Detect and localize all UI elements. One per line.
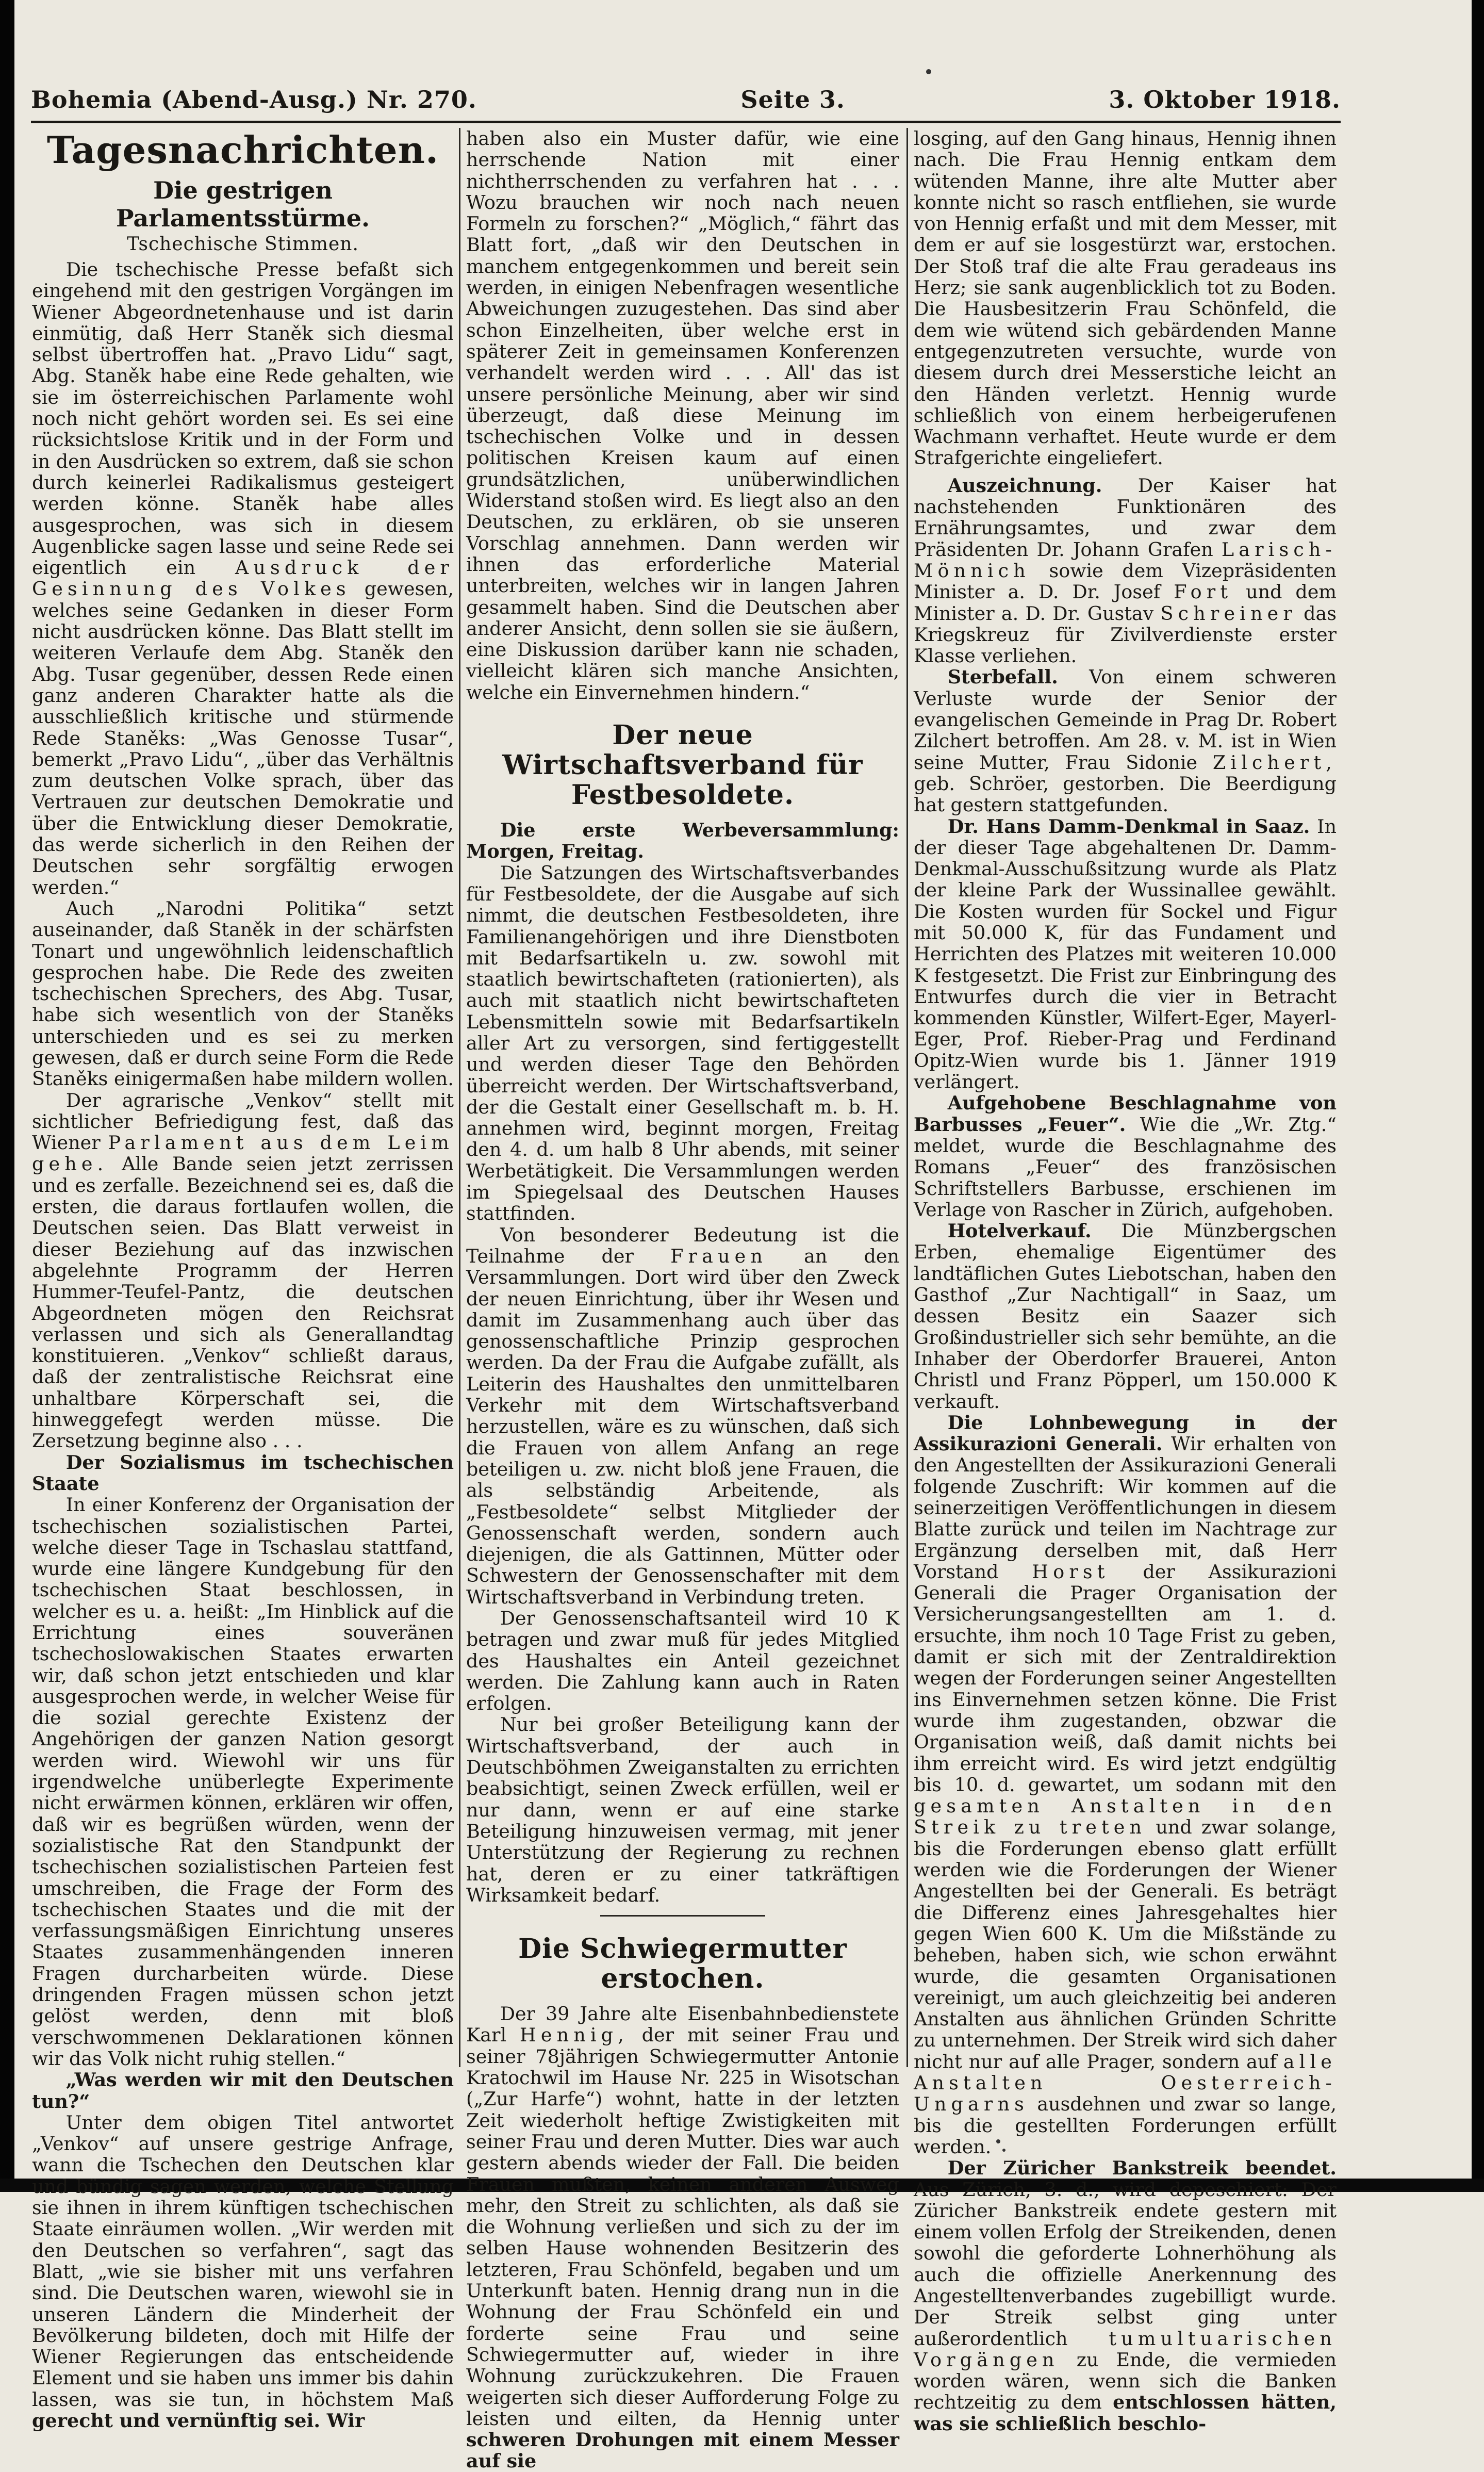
scan-border-right: [1472, 0, 1484, 2192]
news-item: Aufgehobene Beschlagnahme von Barbusses „Feuer“. Wie die „Wr. Ztg.“ meldet, wurde die Beschlagnahme des Romans „Feuer“ des französischen Schriftstellers Barbusse, erschienen im Verlage von Rascher in Zürich, aufgehoben.: [914, 1092, 1337, 1221]
print-speck: [926, 69, 931, 74]
news-item: Dr. Hans Damm-Denkmal in Saaz. In der dieser Tage abgehaltenen Dr. Damm-Denkmal-Ausschußsitzung wurde als Platz der kleine Park der Wussinallee gewählt. Die Kosten wurden für Sockel und Figur mit 50.000 K, für das Fundament und Herrichten des Platzes mit weiteren 10.000 K festgesetzt. Die Frist zur Einbringung des Entwurfes durch die vier in Betracht kommenden Künstler, Wilfert-Eger, Mayerl-Eger, Prof. Rieber-Prag und Ferdinand Opitz-Wien wurde bis 1. Jänner 1919 verlängert.: [914, 815, 1337, 1093]
article-kicker: Der Sozialismus im tschechischen Staate: [32, 1451, 454, 1495]
column-rule: [906, 128, 908, 2067]
paragraph: Der agrarische „Venkov“ stellt mit sichtlicher Befriedigung fest, daß das Wiener Parlament aus dem Leim gehe. Alle Bande seien jetzt zerrissen und es zerfalle. Bezeichnend sei es, daß die ersten, die daraus fortlaufen wollen, die Deutschen seien. Das Blatt verweist in dieser Beziehung auf das inzwischen abgelehnte Programm der Herren Hummer-Teufel-Pantz, die deutschen Abgeordneten mögen den Reichsrat verlassen und sich als Generallandtag konstituieren. „Venkov“ schließt daraus, daß der zentralistische Reichsrat eine unhaltbare Körperschaft sei, die hinweggefegt werden müsse. Die Zersetzung beginne also . . .: [32, 1089, 454, 1452]
news-item: Die Lohnbewegung in der Assikurazioni Generali. Wir erhalten von den Angestellten der Assikurazioni Generali folgende Zuschrift: Wir kommen auf die seinerzeitigen Veröffentlichungen in diesem Blatte zurück und teilen im Nachtrage zur Ergänzung derselben mit, daß Herr Vorstand Horst der Assikurazioni Generali die Prager Organisation der Versicherungsangestellten am 1. d. ersuchte, ihm noch 10 Tage Frist zu geben, damit er sich mit der Zentraldirektion wegen der Forderungen seiner Angestellten ins Einvernehmen setzen könne. Die Frist wurde ihm zugestanden, obzwar die Organisation weiß, daß damit nichts bei ihm erreicht wird. Es wird jetzt endgültig bis 10. d. gewartet, um sodann mit den gesamten Anstalten in den Streik zu treten und zwar solange, bis die Forderungen ebenso glatt erfüllt werden wie die Forderungen der Wiener Angestellten bei der Generali. Es beträgt die Differenz eines Jahresgehaltes hier gegen Wien 600 K. Um die Mißstände zu beheben, haben sich, wie schon erwähnt wurde, die gesamten Organisationen vereinigt, um auch gleichzeitig bei anderen Anstalten aus ähnlichen Gründen Schritte zu unternehmen. Der Streik wird sich daher nicht nur auf alle Prager, sondern auf alle Anstalten Oesterreich-Ungarns ausdehnen und zwar so lange, bis die gestellten Forderungen erfüllt werden.: [914, 1411, 1337, 2158]
article-subheading: Tschechische Stimmen.: [127, 234, 359, 255]
paragraph: Unter dem obigen Titel antwortet „Venkov“ auf unsere gestrige Anfrage, wann die Tschechen den Deutschen klar und bündig sagen werden, welche Stellung sie ihnen in ihrem künftigen tschechischen Staate einräumen wollen. „Wir werden mit den Deutschen so verfahren“, sagt das Blatt, „wie sie bisher mit uns verfahren sind. Die Deutschen waren, wiewohl sie in unseren Ländern die Minderheit der Bevölkerung bildeten, doch mit Hilfe der Wiener Regierungen das entscheidende Element und sie haben uns immer bis dahin lassen, was sie tun, in höchstem Maß gerecht und vernünftig sei. Wir: [32, 2111, 454, 2432]
article-title: Die Schwiegermutter erstochen.: [518, 1933, 847, 1995]
column-3: [914, 127, 1337, 2435]
paragraph: In einer Konferenz der Organisation der tschechischen sozialistischen Partei, welche dieser Tage in Tschaslau stattfand, wurde eine längere Kundgebung für den tschechischen Staat beschlossen, in welcher es u. a. heißt: „Im Hinblick auf die Errichtung eines souveränen tschechoslowakischen Staates erwarten wir, daß schon jetzt entschieden und klar ausgesprochen werde, in welcher Weise für die sozial gerechte Existenz der Angehörigen der ganzen Nation gesorgt werden wird. Wiewohl wir uns für irgendwelche unüberlegte Experimente nicht erwärmen können, erklären wir offen, daß wir es begrüßen würden, wenn der sozialistische Rat den Standpunkt der tschechischen sozialistischen Parteien fest umschreiben, die Frage der Form des tschechischen Staates und die mit der verfassungsmäßigen Einrichtung unseres Staates zusammenhängenden inneren Fragen durcharbeiten würde. Diese dringenden Fragen müssen schon jetzt gelöst werden, denn mit bloß verschwommenen Deklarationen können wir das Volk nicht ruhig stellen.“: [32, 1494, 454, 2070]
paragraph: Der 39 Jahre alte Eisenbahnbedienstete Karl Hennig, der mit seiner Frau und seiner 78jährigen Schwiegermutter Antonie Kratochwil im Hause Nr. 225 in Wisotschan („Zur Harfe“) wohnt, hatte in der letzten Zeit wiederholt heftige Zwistigkeiten mit seiner Frau und deren Mutter. Dies war auch gestern abends wieder der Fall. Die beiden Frauen mußten, keinen anderen Ausweg mehr, den Streit zu schlichten, als daß sie die Wohnung verließen und sich zu der im selben Hause wohnenden Besitzerin des letzteren, Frau Schönfeld, begaben und um Unterkunft baten. Hennig drang nun in die Wohnung der Frau Schönfeld ein und forderte seine Frau und seine Schwiegermutter auf, wieder in ihre Wohnung zurückzukehren. Die Frauen weigerten sich dieser Aufforderung Folge zu leisten und eilten, da Hennig unter schweren Drohungen mit einem Messer auf sie: [466, 2003, 900, 2472]
paragraph: losging, auf den Gang hinaus, Hennig ihnen nach. Die Frau Hennig entkam dem wütenden Manne, ihre alte Mutter aber konnte nicht so rasch entfliehen, sie wurde von Hennig erfaßt und mit dem Messer, mit dem er auf sie losgestürzt war, erstochen. Der Stoß traf die alte Frau geradeaus ins Herz; sie sank augenblicklich tot zu Boden. Die Hausbesitzerin Frau Schönfeld, die dem wie wütend sich gebärdenden Manne entgegenzutreten versuchte, wurde von diesem durch drei Messerstiche leicht an den Händen verletzt. Hennig wurde schließlich von einem herbeigerufenen Wachmann verhaftet. Heute wurde er dem Strafgerichte eingeliefert.: [914, 127, 1337, 469]
news-item: Hotelverkauf. Die Münzbergschen Erben, ehemalige Eigentümer des landtäflichen Gutes Liebotschan, haben den Gasthof „Zur Nachtigall“ in Saaz, um dessen Besitz ein Saazer sich Großindustrieller sich sehr bemühte, an die Inhaber der Oberdorfer Brauerei, Anton Christl und Franz Pöpperl, um 150.000 K verkauft.: [914, 1220, 1337, 1413]
header-publication: Bohemia (Abend-Ausg.) Nr. 270.: [31, 86, 477, 113]
news-item: Sterbefall. Von einem schweren Verluste wurde der Senior der evangelischen Gemeinde in Prag Dr. Robert Zilchert betroffen. Am 28. v. M. ist in Wien seine Mutter, Frau Sidonie Zilchert, geb. Schröer, gestorben. Die Beerdigung hat gestern stattgefunden.: [914, 666, 1337, 816]
news-item: Der Züricher Bankstreik beendet. Aus Zürich, 3. d., wird depeschiert: Der Züricher Bankstreik endete gestern mit einem vollen Erfolg der Streikenden, denen sowohl die geforderte Lohnerhöhung als auch die offizielle Anerkennung des Angestelltenverbandes zugebilligt wurde. Der Streik selbst ging unter außerordentlich tumultuarischen Vorgängen zu Ende, die vermieden worden wären, wenn sich die Banken rechtzeitig zu dem entschlossen hätten, was sie schließlich beschlo-: [914, 2157, 1337, 2435]
article-title: Der neue Wirtschaftsverband für Festbesoldete.: [502, 719, 863, 811]
paragraph: Die tschechische Presse befaßt sich eingehend mit den gestrigen Vorgängen im Wiener Abgeordnetenhause und ist darin einmütig, daß Herr Staněk sich diesmal selbst übertroffen hat. „Pravo Lidu“ sagt, Abg. Staněk habe eine Rede gehalten, wie sie im österreichischen Parlamente wohl noch nicht gehört worden sei. Es sei eine rücksichtslose Kritik und in der Form und in den Ausdrücken so extrem, daß sie schon durch keinerlei Radikalismus gesteigert werden könne. Staněk habe alles ausgesprochen, was sich in diesem Augenblicke sagen lasse und seine Rede sei eigentlich ein Ausdruck der Gesinnung des Volkes gewesen, welches seine Gedanken in dieser Form nicht ausdrücken könne. Das Blatt stellt im weiteren Verlaufe dem Abg. Staněk den Abg. Tusar gegenüber, dessen Rede einen ganz anderen Charakter hatte als die ausschließlich kritische und stürmende Rede Staněks: „Was Genosse Tusar“, bemerkt „Pravo Lidu“, „über das Verhältnis zum deutschen Volke sprach, über das Vertrauen zur deutschen Demokratie und über die Entwicklung dieser Demokratie, das werde sicherlich in den Reihen der Deutschen sehr sorgfältig erwogen werden.“: [32, 258, 454, 898]
paragraph: Der Genossenschaftsanteil wird 10 K betragen und zwar muß für jedes Mitglied des Haushaltes ein Anteil gezeichnet werden. Die Zahlung kann auch in Raten erfolgen.: [466, 1607, 899, 1715]
column-1: [32, 128, 454, 2432]
paragraph: haben also ein Muster dafür, wie eine herrschende Nation mit einer nichtherrschenden zu verfahren hat . . . Wozu brauchen wir noch nach neuen Formeln zu forschen?“ „Möglich,“ fährt das Blatt fort, „daß wir den Deutschen in manchem entgegenkommen und bereit sein werden, in einigen Nebenfragen wesentliche Abweichungen zuzugestehen. Das sind aber schon Einzelheiten, über welche erst in späterer Zeit in gemeinsamen Konferenzen verhandelt werden wird . . . All' das ist unsere persönliche Meinung, aber wir sind überzeugt, daß diese Meinung im tschechischen Volke und in dessen politischen Kreisen kaum auf einen grundsätzlichen, unüberwindlichen Widerstand stoßen wird. Es liegt also an den Deutschen, zu erklären, ob sie unseren Vorschlag annehmen. Dann werden wir ihnen das erforderliche Material unterbreiten, welches wir in langen Jahren gesammelt haben. Sind die Deutschen aber anderer Ansicht, denn sollen sie sie äußern, eine Diskussion darüber kann nie schaden, vielleicht klären sich manche Ansichten, welche ein Einvernehmen hindern.“: [466, 127, 899, 703]
scan-border-left: [0, 0, 14, 2192]
header-page-number: Seite 3.: [740, 86, 845, 113]
print-speck: [996, 2139, 1000, 2143]
print-speck: [1002, 2149, 1005, 2152]
article-kicker: Die erste Werbeversammlung: Morgen, Freitag.: [466, 819, 899, 863]
section-title: Tagesnachrichten.: [46, 128, 439, 172]
header-rule: [31, 121, 1341, 123]
paragraph: Von besonderer Bedeutung ist die Teilnahme der Frauen an den Versammlungen. Dort wird über den Zweck der neuen Einrichtung, über ihr Wesen und damit im Zusammenhang auch über das genossenschaftliche Prinzip gesprochen werden. Da der Frau die Aufgabe zufällt, als Leiterin des Haushaltes den unmittelbaren Verkehr mit dem Wirtschaftsverband herzustellen, wäre es zu wünschen, daß sich die Frauen von allem Anfang an rege beteiligen u. zw. nicht bloß jene Frauen, die als selbständig Arbeitende, als „Festbesoldete“ selbst Mitglieder der Genossenschaft werden, sondern auch diejenigen, die als Gattinnen, Mütter oder Schwestern der Genossenschafter mit dem Wirtschaftsverband in Verbindung treten.: [466, 1223, 899, 1608]
column-2: [466, 127, 900, 2472]
header-date: 3. Oktober 1918.: [1109, 86, 1341, 113]
article-separator: [600, 1915, 765, 1917]
news-item: Auszeichnung. Der Kaiser hat nachstehenden Funktionären des Ernährungsamtes, und zwar dem Präsidenten Dr. Johann Grafen Larisch-Mönnich sowie dem Vizepräsidenten Minister a. D. Dr. Josef Fort und dem Minister a. D. Dr. Gustav Schreiner das Kriegskreuz für Zivilverdienste erster Klasse verliehen.: [914, 474, 1337, 667]
paragraph: Auch „Narodni Politika“ setzt auseinander, daß Staněk in der schärfsten Tonart und ungewöhnlich leidenschaftlich gesprochen habe. Die Rede des zweiten tschechischen Sprechers, des Abg. Tusar, habe sich wesentlich von der Staněks unterschieden und es sei zu merken gewesen, daß er durch seine Form die Rede Staněks einigermaßen habe mildern wollen.: [32, 897, 454, 1090]
article-kicker: „Was werden wir mit den Deutschen tun?“: [32, 2069, 454, 2113]
paragraph: Nur bei großer Beteiligung kann der Wirtschaftsverband, der auch in Deutschböhmen Zweiganstalten zu errichten beabsichtigt, seinen Zweck erfüllen, weil er nur dann, wenn er auf eine starke Beteiligung hinzuweisen vermag, mit jener Unterstützung der Regierung zu rechnen hat, deren er zu einer tatkräftigen Wirksamkeit bedarf.: [466, 1713, 899, 1906]
article-heading: Die gestrigen Parlamentsstürme.: [116, 176, 370, 232]
column-rule: [459, 128, 460, 2067]
paragraph: Die Satzungen des Wirtschaftsverbandes für Festbesoldete, der die Ausgabe auf sich nimmt, die deutschen Festbesoldeten, ihre Familienangehörigen und ihre Dienstboten mit Bedarfsartikeln u. zw. sowohl mit staatlich bewirtschafteten (rationierten), als auch mit staatlich nicht bewirtschafteten Lebensmitteln sowie mit Bedarfsartikeln aller Art zu versorgen, sind fertiggestellt und werden dieser Tage den Behörden überreicht werden. Der Wirtschaftsverband, der die Gestalt einer Gesellschaft m. b. H. annehmen wird, beginnt morgen, Freitag den 4. d. um halb 8 Uhr abends, mit seiner Werbetätigkeit. Die Versammlungen werden im Spiegelsaal des Deutschen Hauses stattfinden.: [466, 861, 899, 1225]
page-header: [31, 72, 1341, 113]
